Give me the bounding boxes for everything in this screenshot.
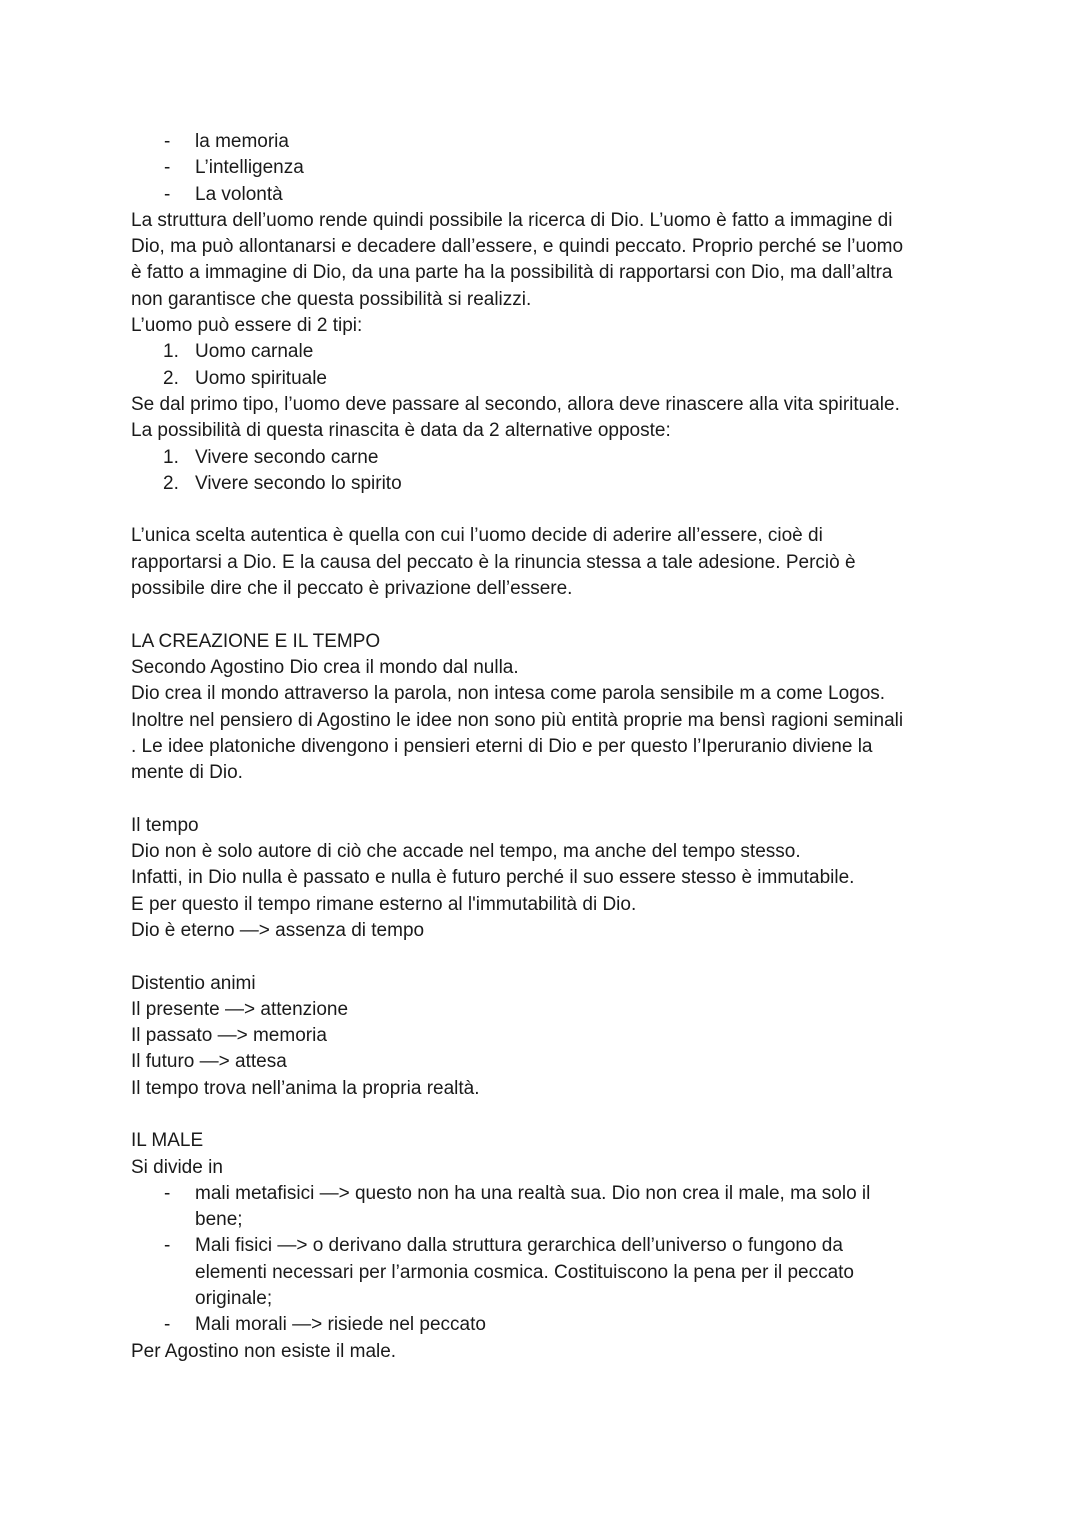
paragraph-line: è fatto a immagine di Dio, da una parte ha la possibilità di rapportarsi con Dio, ma dall’altra — [131, 262, 893, 284]
paragraph-line: non garantisce che questa possibilità si realizzi. — [131, 288, 532, 310]
paragraph-line: Inoltre nel pensiero di Agostino le idee non sono più entità proprie ma bensì ragioni seminali — [131, 709, 904, 731]
paragraph-line: Il tempo trova nell’anima la propria realtà. — [131, 1077, 480, 1099]
spacer — [131, 786, 951, 812]
list-item: - Mali morali —> risiede nel peccato — [164, 1314, 486, 1336]
paragraph-line: La struttura dell’uomo rende quindi possibile la ricerca di Dio. L’uomo è fatto a immagine di — [131, 209, 893, 231]
paragraph-line: . Le idee platoniche divengono i pensieri eterni di Dio e per questo l’Iperuranio diviene la — [131, 735, 873, 757]
paragraph-line: Dio non è solo autore di ciò che accade nel tempo, ma anche del tempo stesso. — [131, 841, 801, 863]
spacer — [131, 497, 951, 523]
paragraph-line: Il futuro —> attesa — [131, 1051, 287, 1073]
spacer — [131, 944, 951, 970]
section-heading-creation: LA CREAZIONE E IL TEMPO — [131, 630, 381, 652]
numbered-item: 1. Vivere secondo carne — [163, 446, 379, 468]
document-body — [131, 129, 951, 1365]
paragraph-line: Secondo Agostino Dio crea il mondo dal nulla. — [131, 656, 519, 678]
paragraph-line: mente di Dio. — [131, 762, 243, 784]
paragraph-line: Infatti, in Dio nulla è passato e nulla è futuro perché il suo essere stesso è immutabile. — [131, 867, 855, 889]
list-item: - La volontà — [164, 183, 283, 205]
list-item: - L’intelligenza — [164, 157, 304, 179]
paragraph-line: La possibilità di questa rinascita è data da 2 alternative opposte: — [131, 420, 671, 442]
list-item: - mali metafisici —> questo non ha una realtà sua. Dio non crea il male, ma solo il bene; — [164, 1182, 871, 1231]
spacer — [131, 1102, 951, 1128]
paragraph-line: rapportarsi a Dio. E la causa del peccato è la rinuncia stessa a tale adesione. Perciò è — [131, 551, 856, 573]
evil-conclusion: Per Agostino non esiste il male. — [131, 1340, 397, 1362]
section-heading-time: Il tempo — [131, 814, 199, 836]
spacer — [131, 602, 951, 628]
numbered-item: 2. Uomo spirituale — [163, 367, 327, 389]
section-heading-distentio: Distentio animi — [131, 972, 256, 994]
list-item: - Mali fisici —> o derivano dalla struttura gerarchica dell’universo o fungono da elementi necessari per l’armonia cosmica. Costituiscono la pena per il peccato originale; — [164, 1235, 854, 1310]
paragraph-line: Se dal primo tipo, l’uomo deve passare al secondo, allora deve rinascere alla vita spirituale. — [131, 393, 900, 415]
paragraph-line: E per questo il tempo rimane esterno al l'immutabilità di Dio. — [131, 893, 637, 915]
numbered-item: 1. Uomo carnale — [163, 341, 314, 363]
paragraph-line: Dio crea il mondo attraverso la parola, non intesa come parola sensibile m a come Logos. — [131, 683, 886, 705]
types-intro: L’uomo può essere di 2 tipi: — [131, 315, 363, 337]
paragraph-line: Il passato —> memoria — [131, 1025, 327, 1047]
paragraph-line: Il presente —> attenzione — [131, 998, 349, 1020]
numbered-item: 2. Vivere secondo lo spirito — [163, 472, 402, 494]
paragraph-line: Dio è eterno —> assenza di tempo — [131, 919, 425, 941]
evil-intro: Si divide in — [131, 1156, 223, 1178]
paragraph-line: possibile dire che il peccato è privazione dell’essere. — [131, 578, 573, 600]
paragraph-line: L’unica scelta autentica è quella con cui l’uomo decide di aderire all’essere, cioè di — [131, 525, 823, 547]
list-item: - la memoria — [164, 131, 289, 152]
section-heading-evil: IL MALE — [131, 1130, 204, 1152]
paragraph-line: Dio, ma può allontanarsi e decadere dall’essere, e quindi peccato. Proprio perché se l’uomo — [131, 236, 904, 258]
